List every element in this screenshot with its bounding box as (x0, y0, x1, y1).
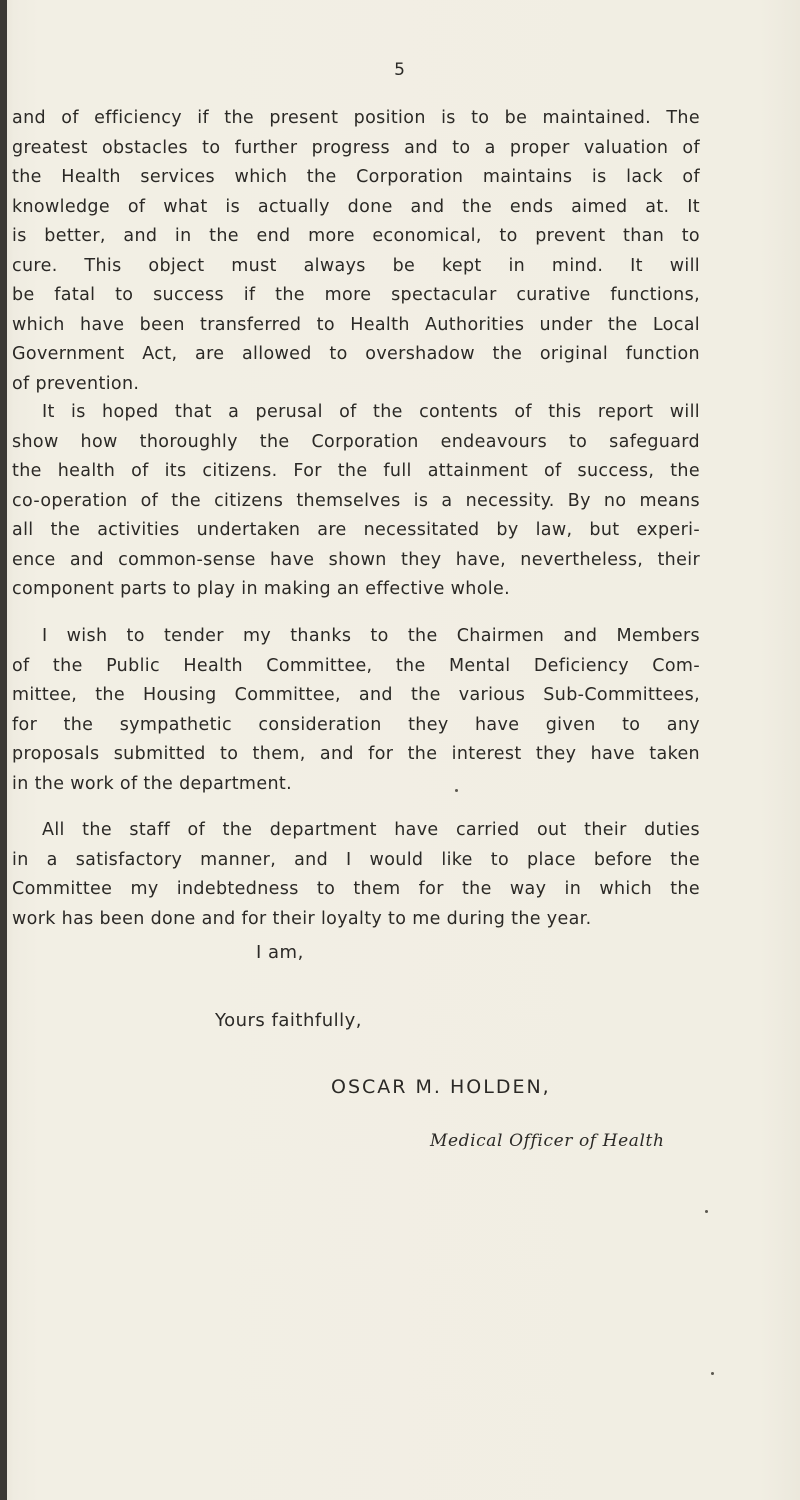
text-line: of prevention. (12, 373, 140, 394)
text-line: all the activities undertaken are necessitated by law, but experi- (12, 520, 700, 540)
text-line: in the work of the department. (12, 773, 293, 794)
paragraph-staff-thanks (12, 816, 700, 934)
text-line: proposals submitted to them, and for the interest they have taken (12, 744, 700, 764)
text-line: All the staff of the department have carried out their duties (42, 820, 700, 840)
text-line: of the Public Health Committee, the Mental Deficiency Com- (12, 655, 700, 676)
paragraph-report-perusal (12, 398, 700, 605)
text-line: Government Act, are allowed to overshadow the original function (12, 344, 700, 364)
text-line: knowledge of what is actually done and the ends aimed at. It (12, 196, 700, 217)
page-number: 5 (394, 60, 406, 80)
text-line: ence and common-sense have shown they have, nevertheless, their (12, 549, 700, 570)
paragraph-thanks-committees (12, 622, 700, 799)
text-line: It is hoped that a perusal of the contents of this report will (42, 402, 700, 422)
closing-salutation: I am, (256, 942, 304, 963)
text-line: I wish to tender my thanks to the Chairmen and Members (42, 626, 700, 646)
text-line: in a satisfactory manner, and I would like to place before the (12, 849, 700, 870)
text-line: mittee, the Housing Committee, and the various Sub-Committees, (12, 685, 700, 705)
text-line: Committee my indebtedness to them for the way in which the (12, 879, 700, 899)
text-line: be fatal to success if the more spectacular curative functions, (12, 285, 700, 305)
binding-edge (0, 0, 7, 1500)
closing-valediction: Yours faithfully, (215, 1010, 362, 1031)
text-line: show how thoroughly the Corporation endeavours to safeguard (12, 431, 700, 452)
text-line: which have been transferred to Health Authorities under the Local (12, 314, 700, 335)
text-line: for the sympathetic consideration they have given to any (12, 714, 700, 735)
text-line: is better, and in the end more economical, to prevent than to (12, 226, 700, 246)
text-line: co-operation of the citizens themselves is a necessity. By no means (12, 490, 700, 511)
signatory-title: Medical Officer of Health (430, 1131, 665, 1151)
paragraph-prevention (12, 104, 700, 399)
text-line: work has been done and for their loyalty to me during the year. (12, 908, 592, 929)
text-line: component parts to play in making an effective whole. (12, 579, 511, 599)
text-line: the Health services which the Corporation maintains is lack of (12, 167, 700, 187)
scan-speck (455, 789, 458, 792)
signatory-name: OSCAR M. HOLDEN, (331, 1076, 551, 1098)
scan-speck (705, 1210, 708, 1213)
scan-speck (711, 1372, 714, 1375)
text-line: greatest obstacles to further progress and to a proper valuation of (12, 137, 700, 158)
text-line: the health of its citizens. For the full attainment of success, the (12, 461, 700, 481)
text-line: and of efficiency if the present position is to be maintained. The (12, 108, 700, 128)
text-line: cure. This object must always be kept in mind. It will (12, 255, 700, 276)
